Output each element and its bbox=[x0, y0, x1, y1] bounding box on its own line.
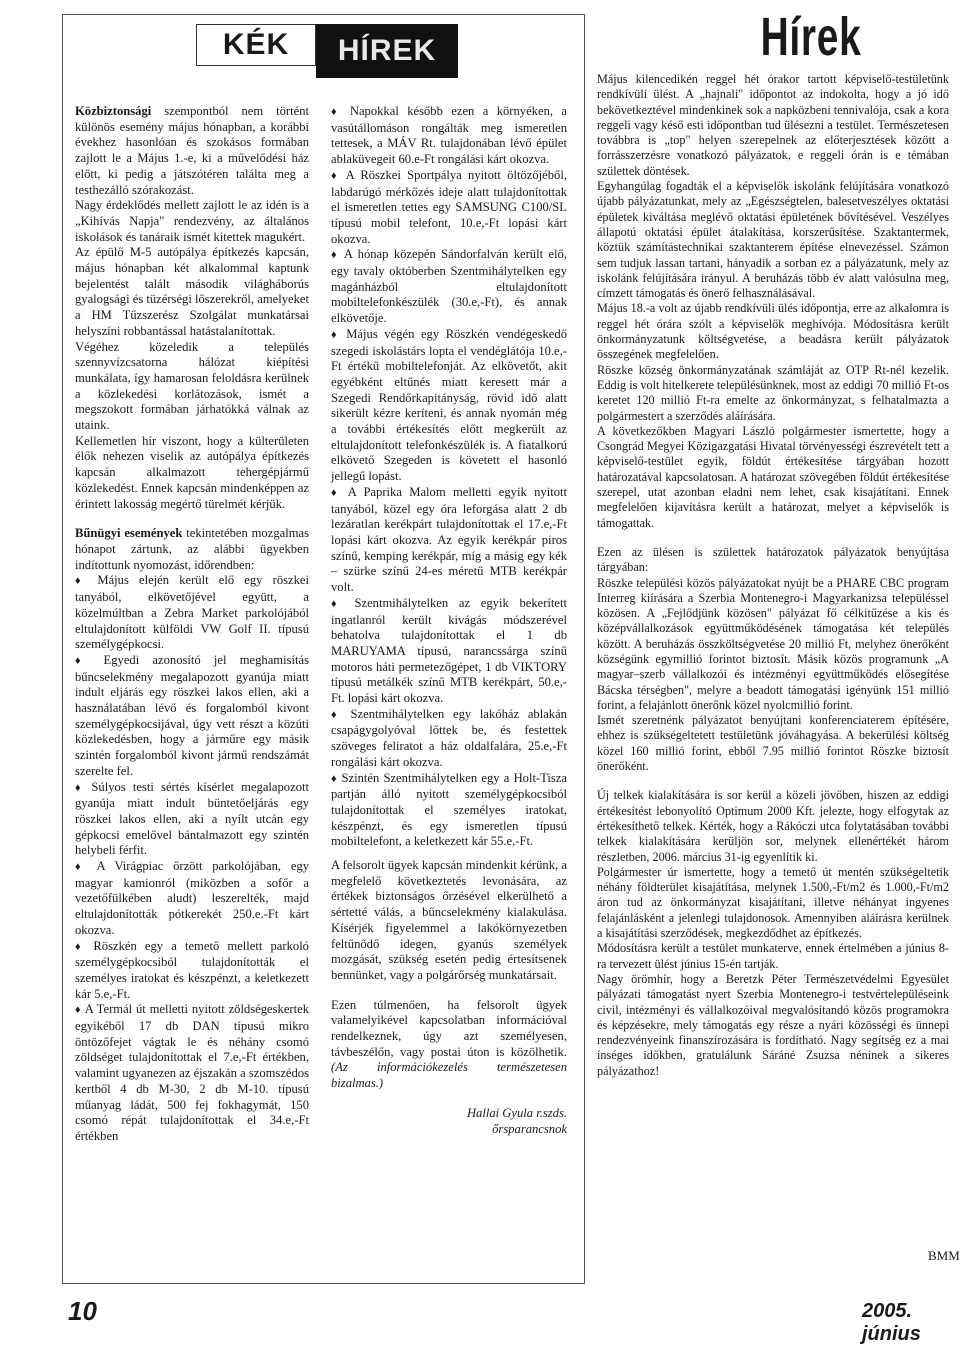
issue-date: 2005. június bbox=[862, 1300, 921, 1345]
column-2 bbox=[331, 104, 567, 1137]
list-item: ♦ Május végén egy Röszkén vendégeskedő szegedi iskolástárs lopta el vendéglátója 10.e,-Ft értékű mobiltelefonját. Az elkövetőt, akit egyébként eltűnés miatt keresett már a Szegedi Rendőrkapitányság, rövid idő alatt sikerült kézre keríteni, és annak nyomán még a további értékesítés előtt megkerült az eltulajdonított telefonkészülék is. A fiatalkorú elkövető Szegeden is követett el hasonló jellegű lopást. bbox=[331, 327, 567, 485]
paragraph: Röszke község önkormányzatának számláját az OTP Rt-nél kezelik. Eddig is volt hitelkerete településünknek, most az eddigi 70 millió Ft-os keretet 120 millió Ft-ra emelte az önkormányzat, s felhatalmazta a polgármestert a szerződés aláírására. bbox=[597, 362, 949, 423]
lead-security: Közbiztonsági bbox=[75, 104, 152, 118]
page-title: Hírek bbox=[760, 7, 862, 67]
column-3 bbox=[597, 72, 949, 1079]
paragraph: Nagy érdeklődés mellett zajlott le az idén is a „Kihívás Napja" rendezvény, az általános iskolások és tanáraik ismét kitettek magukért. bbox=[75, 198, 309, 244]
list-item: ♦ Szentmihálytelken az egyik bekerített ingatlanról került kivágás módszerével behatolva tulajdonítottak el 1 db MARUYAMA típusú, narancssárga színű motoros háti permetezőgépet, 1 db VIKTORY típusú metálkék színű MTB kerékpárt, 50.e,-Ft. lopási kárt okozva. bbox=[331, 596, 567, 707]
list-item: ♦ Egyedi azonosító jel meghamisítás bűncselekmény megalapozott gyanúja miatt indult eljárás egy röszkei lakos ellen, aki a használatában lévő és forgalomból kivont személygépkocsijával, úgy vett részt a közúti közlekedésben, hogy a járműre egy másik szintén forgalomból kivont jármű rendszámát szerelte fel. bbox=[75, 653, 309, 780]
paragraph: Május kilencedikén reggel hét órakor tartott képviselő-testületünk rendkívüli ülést. A „hajnali" időpontot az indokolta, hogy a jó idő bekövetkeztével mindenkinek sok a napközbeni tennivalója, csak a kora reggeli vagy késő esti időpontban tud ülésezni a testület. Természetesen továbbra is „top" helyen szerepelnek az előterjesztések között a forrásszerzésre vonatkozó pályázatok, e reggeli órán is e témában születtek döntések. bbox=[597, 72, 949, 178]
paragraph: Végéhez közeledik a település szennyvízcsatorna hálózat kiépítési munkálata, így hamarosan feloldásra kerülnek a közlekedési korlátozások, ismét a megszokott formában járhatókká válnak az utaink. bbox=[75, 339, 309, 433]
paragraph: A következőkben Magyari László polgármester ismertette, hogy a Csongrád Megyei Közigazgatási Hivatal törvényességi észrevételt tett a képviselő-testület egyik, földút értékesítése tárgyában hozott határozatával kapcsolatosan. A határozat szövegében földút értékesítése szerepel, utat azonban eladni nem lehet, csak kisajátítani. Ennek megfelelően kijavításra került a határozat, melyet a képviselők is támogattak. bbox=[597, 423, 949, 530]
paragraph bbox=[331, 998, 567, 1092]
paragraph: Polgármester úr ismertette, hogy a temető út mentén szükségeltetik néhány földterület kisajátítása, melynek 1.500,-Ft/m2 és 1.000,-Ft/m2 áron tud az önkormányzat kisajátítani, illetve néhányat ingyenes felajánlásként a jelenlegi tulajdonosok. Amennyiben aláírásra kerülnek a kisajátítási szerződések, megkezdődhet az építkezés. bbox=[597, 864, 949, 941]
text: tekintetében mozgalmas hónapot zártunk, az alábbi ügyekben indítottunk nyomozást, időrendben: bbox=[75, 526, 309, 572]
list-item: ♦ Súlyos testi sértés kísérlet megalapozott gyanúja miatt indult büntetőeljárás egy röszkei lakos ellen, aki a nyílt utcán egy gépkocsi emelővel bántalmazott egy szintén helybeli férfit. bbox=[75, 780, 309, 860]
lead-crime: Bűnügyi események bbox=[75, 526, 183, 541]
paragraph: Ezen az ülésen is születtek határozatok pályázatok benyújtása tárgyában: bbox=[597, 544, 949, 575]
section-label-hirek: HÍREK bbox=[316, 24, 458, 78]
list-item: ♦ Szentmihálytelken egy lakóház ablakán csapágygolyóval lőttek be, és festettek szöveges feliratot a ház oldalfalára, 25.e,-Ft rongálási kárt okozva. bbox=[331, 707, 567, 771]
text: Ezen túlmenően, ha felsorolt ügyek valamelyikével kapcsolatban információval rendelkeznek, úgy azt személyesen, távbeszélőn, vagy postai úton is közölhetik. bbox=[331, 997, 567, 1059]
column-1 bbox=[75, 104, 309, 1145]
author-initials: BMM bbox=[928, 1248, 960, 1263]
paragraph: Május 18.-a volt az újabb rendkívüli ülés időpontja, erre az alkalomra is reggel hét órára szólt a képviselők meghívója. Módosításra került önkormányzatunk költségvetése, a beadásra került pályázatok összegének megfelelően. bbox=[597, 301, 949, 362]
paragraph: Kellemetlen hír viszont, hogy a külterületen élők nehezen viselik az autópálya építkezés kapcsán alkalmazott tehergépjármű közlekedést. Ennek kapcsán mindenképpen az érintett lakosság megértő türelmét kérjük. bbox=[75, 433, 309, 511]
paragraph: Módosításra került a testület munkaterve, ennek értelmében a június 8-ra tervezett ülést június 15-én tartják. bbox=[597, 941, 949, 971]
list-item: ♦ A Termál út melletti nyitott zöldségeskertek egyikéből 17 db DAN típusú mikro öntözőfejet vágtak le és néhány csomó zöldséget tulajdonítottak el 7.e,-Ft értékben, valamint ugyanezen az éjszakán a szomszédos kertből 4 db M-30, 2 db M-10. típusú műanyag ládát, 500 fej fokhagymát, 150 csomó répát tulajdonítottak el 34.e,-Ft értékben bbox=[75, 1002, 309, 1144]
section-label-kek: KÉK bbox=[196, 24, 316, 66]
paragraph: A felsorolt ügyek kapcsán mindenkit kérünk, a megfelelő következtetés levonására, az értékek biztonságos őrzésével elkerülhető a sértetté válás, a bűncselekmény kialakulása. Kísérjék figyelemmel a lakókörnyezetben feltűnődő idegen, gyanús személyek mozgását, szükség esetén pedig értesítsenek bennünket, vagy a polgárőrség munkatársait. bbox=[331, 858, 567, 982]
list-item: ♦ Május elején került elő egy röszkei tanyából, elkövetőjével együtt, a közelmúltban a Zebra Market parkolójából eltulajdonított külföldi VW Golf II. típusú személygépkocsi. bbox=[75, 573, 309, 653]
list-item: ♦ A Virágpiac őrzött parkolójában, egy magyar kamionról (miközben a sofőr a vezetőfülkében aludt) leszerelték, majd eltulajdonították pótkerekét 250.e.-Ft kárt okozva. bbox=[75, 859, 309, 939]
text: szempontból nem történt különös esemény május hónapban, a korábbi évekhez hasonlóan és szokásos formában zajlott le a Május 1.-e, ki a művelődési ház előtt, ki pedig a játszótéren találta meg a testhezálló szórakozást. bbox=[75, 104, 309, 197]
page-number: 10 bbox=[68, 1296, 97, 1326]
list-item: ♦ Szintén Szentmihálytelken egy a Holt-Tisza partján álló nyitott személygépkocsiból tulajdonítottak el személyes iratokat, készpénzt, és egy ismeretlen típusú mobiltelefont, a keletkezett kár 55.e,-Ft. bbox=[331, 771, 567, 851]
signature-name: Hallai Gyula r.szds. bbox=[466, 1105, 567, 1120]
list-item: ♦ Napokkal később ezen a környéken, a vasútállomáson rongálták meg ismeretlen tettesek, a MÁV Rt. tulajdonában lévő épület ablaküvegeit 60.e-Ft rongálási kárt okozva. bbox=[331, 104, 567, 168]
paragraph: Az épülő M-5 autópálya építkezés kapcsán, május hónapban két alkalommal kaptunk bejelentést talált második világháborús gyalogsági és tüzérségi lőszerekről, amelyeket a HM Tűzszerész Szolgálat munkatársai helyszíni robbantással hatástalanítottak. bbox=[75, 245, 309, 338]
paragraph bbox=[75, 104, 309, 198]
list-item: ♦ A Röszkei Sportpálya nyitott öltözőjéből, labdarúgó mérkőzés ideje alatt tulajdonítottak el ismeretlen tettes egy SAMSUNG C100/SL típusú mobil telefont, 10.e,-Ft lopási kárt okozva. bbox=[331, 168, 567, 248]
paragraph: Röszke települési közös pályázatokat nyújt be a PHARE CBC program Interreg kiírására a Szerbia Montenegro-i Magyarkanizsa településsel közösen. A „Fejlődjünk közösen" pályázat fő célkitűzése a kis és középvállalkozások együttműködésének támogatása két település között. A beruházás összköltségvetése 20 millió Ft, melyhez önerőként községünk egymillió forintot biztosít. Másik közös programunk „A magyar–szerb vállalkozói és intézményi együttműködés elősegítése Bácska térségben", melyre a beadott támogatási igényünk 151 millió forint, a felajánlott önerőnk közel nyolcmillió forint. bbox=[597, 575, 949, 712]
paragraph: Egyhangúlag fogadták el a képviselők iskolánk felújítására vonatkozó újabb pályázatunkat, mely az „Egészségtelen, balesetveszélyes oktatási épületek kiváltása meglévő oktatási épületének bővítésével. Veszélyes állapotú oktatási épület átalakítása, korszerűsítése. Szaktantermek, köztük számítástechnikai szaktanterem építése elnevezéssel. Számon sem tudjuk lassan tartani, hányadik a sorban ez a pályázatunk, mely az iskolánk felújítására irányul. A beruházás több év alatt valósulna meg, címzett támogatás és önerő felhasználásával. bbox=[597, 179, 949, 301]
list-item: ♦ A hónap közepén Sándorfalván került elő, egy tavaly októberben Szentmihálytelken egy magánházból eltulajdonított mobiltelefonkészülék (30.e,-Ft), és annak elkövetője. bbox=[331, 247, 567, 327]
paragraph: Ismét szeretnénk pályázatot benyújtani konferenciaterem építésére, ehhez is szükségeltetett testületünk jóváhagyása. A bekerülési költség közel 160 millió forint, ebből 7.95 millió forintot Röszke biztosít önerőként. bbox=[597, 713, 949, 774]
italic-note: (Az információkezelés természetesen bizalmas.) bbox=[331, 1060, 567, 1091]
list-item: ♦ Röszkén egy a temető mellett parkoló személygépkocsiból tulajdonították el személyes iratokat és készpénzt, a keletkezett kár 5.e,-Ft. bbox=[75, 939, 309, 1003]
list-item: ♦ A Paprika Malom melletti egyik nyitott tanyából, közel egy óra leforgása alatt 2 db lezáratlan kerékpárt tulajdonítottak el 17.e,-Ft lopási kárt okozva. Az egyik kerékpár piros színű, kemping kerékpár, míg a másig egy kék – szürke színű 24-es méretű MTB kerékpár volt. bbox=[331, 485, 567, 596]
signature-title: őrsparancsnok bbox=[492, 1121, 567, 1136]
paragraph: Új telkek kialakítására is sor kerül a közeli jövőben, hiszen az eddigi értékesítést lebonyolító Optimum 2000 Kft. jelezte, hogy elfogytak az értékesíthető telkek. Kérték, hogy a Rákóczi utca folytatásában további telkek kialakítására kerüljön sor, melynek ellenértékét három részletben, 2006. március 31-ig egyenlítik ki. bbox=[597, 788, 949, 864]
paragraph: Nagy örömhír, hogy a Beretzk Péter Természetvédelmi Egyesület pályázati támogatást nyert Szerbia Montenegro-i testvértelepüléseink civil, intézményi és vállalkozóival megvalósítandó közös programokra és képzésekre, mely támogatás egy része a nyári közösségi és ünnepi rendezvényeink finanszírozására is fordítható. Nagy segítség ez a mai ínséges időkben, gratulálunk Sáráné Zsuzsa néninek a sikeres pályázathoz! bbox=[597, 971, 949, 1078]
paragraph bbox=[75, 526, 309, 573]
